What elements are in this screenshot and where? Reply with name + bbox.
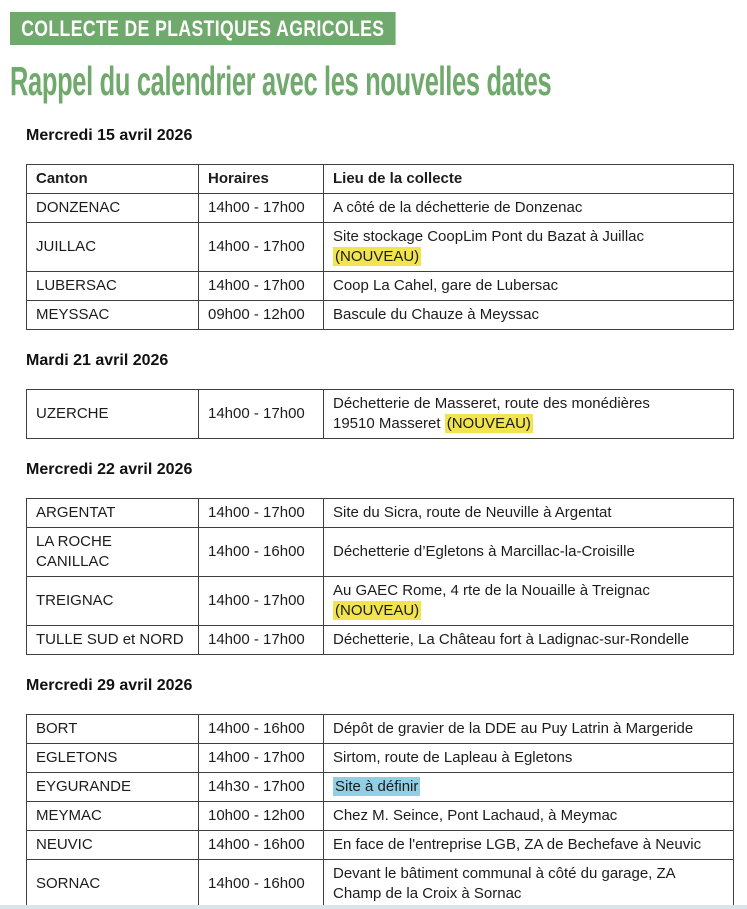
- lieu-cell: [324, 389, 734, 438]
- lieu-line: [333, 581, 724, 601]
- header-badge: [10, 12, 396, 45]
- lieu-cell: [324, 801, 734, 830]
- table-row: [27, 389, 734, 438]
- lieu-line: [333, 542, 724, 562]
- lieu-cell: [324, 300, 734, 329]
- lieu-cell: [324, 859, 734, 908]
- lieu-cell: [324, 193, 734, 222]
- section-date: Mardi 21 avril 2026: [26, 351, 169, 369]
- canton-cell: TREIGNAC: [27, 576, 199, 625]
- lieu-line: [333, 198, 724, 218]
- table-row: [27, 498, 734, 527]
- highlight-blue: Site à définir: [335, 777, 419, 795]
- highlight-yellow: (NOUVEAU): [335, 601, 420, 619]
- lieu-cell: [324, 576, 734, 625]
- table-row: [27, 801, 734, 830]
- highlight-yellow: (NOUVEAU): [335, 247, 420, 265]
- lieu-text: Coop La Cahel, gare de Lubersac: [333, 276, 559, 294]
- column-header: Horaires: [199, 164, 324, 193]
- sections-container: [26, 127, 735, 909]
- horaires-cell: 14h00 - 17h00: [199, 222, 324, 271]
- lieu-cell: [324, 743, 734, 772]
- horaires-cell: 14h00 - 16h00: [199, 527, 324, 576]
- header-badge-label: COLLECTE DE PLASTIQUES AGRICOLES: [21, 16, 385, 41]
- lieu-line: [333, 414, 724, 434]
- lieu-text: Déchetterie de Masseret, route des monédières: [333, 394, 650, 412]
- lieu-line: [333, 503, 724, 523]
- horaires-cell: 14h00 - 16h00: [199, 859, 324, 908]
- lieu-text: Sirtom, route de Lapleau à Egletons: [333, 748, 573, 766]
- lieu-line: [333, 276, 724, 296]
- canton-cell: LUBERSAC: [27, 271, 199, 300]
- collection-table: [26, 714, 734, 909]
- canton-cell: LA ROCHE CANILLAC: [27, 527, 199, 576]
- collection-section: [26, 352, 735, 439]
- lieu-cell: [324, 772, 734, 801]
- horaires-cell: 14h00 - 17h00: [199, 193, 324, 222]
- lieu-line: [333, 247, 724, 267]
- lieu-cell: [324, 830, 734, 859]
- lieu-text: Déchetterie d’Egletons à Marcillac-la-Croisille: [333, 542, 635, 560]
- column-header: Lieu de la collecte: [324, 164, 734, 193]
- horaires-cell: 14h00 - 16h00: [199, 714, 324, 743]
- table-row: [27, 772, 734, 801]
- canton-cell: NEUVIC: [27, 830, 199, 859]
- lieu-text: Devant le bâtiment communal à côté du garage, ZA: [333, 864, 676, 882]
- lieu-cell: [324, 222, 734, 271]
- lieu-cell: [324, 271, 734, 300]
- horaires-cell: 10h00 - 12h00: [199, 801, 324, 830]
- lieu-cell: [324, 498, 734, 527]
- canton-cell: ARGENTAT: [27, 498, 199, 527]
- section-date: Mercredi 22 avril 2026: [26, 460, 193, 478]
- lieu-line: [333, 227, 724, 247]
- page-title: Rappel du calendrier avec les nouvelles dates: [10, 58, 552, 104]
- lieu-line: [333, 719, 724, 739]
- lieu-text: Déchetterie, La Château fort à Ladignac-sur-Rondelle: [333, 630, 690, 648]
- table-row: [27, 859, 734, 908]
- lieu-line: [333, 806, 724, 826]
- table-row: [27, 625, 734, 654]
- horaires-cell: 14h00 - 17h00: [199, 498, 324, 527]
- lieu-text: Site du Sicra, route de Neuville à Argentat: [333, 503, 612, 521]
- canton-cell: DONZENAC: [27, 193, 199, 222]
- section-date: Mercredi 15 avril 2026: [26, 126, 193, 144]
- canton-cell: SORNAC: [27, 859, 199, 908]
- lieu-text: Champ de la Croix à Sornac: [333, 884, 522, 902]
- collection-section: [26, 127, 735, 330]
- horaires-cell: 14h00 - 17h00: [199, 625, 324, 654]
- collection-table: [26, 498, 734, 655]
- collection-section: [26, 677, 735, 909]
- canton-cell: EYGURANDE: [27, 772, 199, 801]
- horaires-cell: 14h00 - 17h00: [199, 389, 324, 438]
- canton-cell: MEYMAC: [27, 801, 199, 830]
- section-date: Mercredi 29 avril 2026: [26, 676, 193, 694]
- column-header: Canton: [27, 164, 199, 193]
- table-row: [27, 222, 734, 271]
- lieu-cell: [324, 527, 734, 576]
- table-row: [27, 271, 734, 300]
- highlight-yellow: (NOUVEAU): [446, 414, 531, 432]
- lieu-line: [333, 884, 724, 904]
- lieu-text: Chez M. Seince, Pont Lachaud, à Meymac: [333, 806, 618, 824]
- table-row: [27, 300, 734, 329]
- bottom-edge-strip: [0, 905, 747, 909]
- horaires-cell: 09h00 - 12h00: [199, 300, 324, 329]
- table-header-row: [27, 164, 734, 193]
- lieu-text: Site stockage CoopLim Pont du Bazat à Juillac: [333, 227, 645, 245]
- canton-cell: EGLETONS: [27, 743, 199, 772]
- table-row: [27, 576, 734, 625]
- lieu-line: [333, 305, 724, 325]
- lieu-cell: [324, 625, 734, 654]
- lieu-line: [333, 777, 724, 797]
- horaires-cell: 14h00 - 16h00: [199, 830, 324, 859]
- collection-table: [26, 389, 734, 439]
- collection-section: [26, 461, 735, 655]
- canton-cell: TULLE SUD et NORD: [27, 625, 199, 654]
- lieu-text: 19510 Masseret: [333, 414, 445, 432]
- collection-table: [26, 164, 734, 330]
- table-row: [27, 527, 734, 576]
- table-row: [27, 714, 734, 743]
- lieu-line: [333, 394, 724, 414]
- lieu-text: A côté de la déchetterie de Donzenac: [333, 198, 583, 216]
- horaires-cell: 14h00 - 17h00: [199, 271, 324, 300]
- horaires-cell: 14h00 - 17h00: [199, 743, 324, 772]
- lieu-line: [333, 630, 724, 650]
- canton-cell: MEYSSAC: [27, 300, 199, 329]
- canton-cell: UZERCHE: [27, 389, 199, 438]
- table-row: [27, 743, 734, 772]
- lieu-text: Dépôt de gravier de la DDE au Puy Latrin à Margeride: [333, 719, 694, 737]
- lieu-text: Bascule du Chauze à Meyssac: [333, 305, 539, 323]
- horaires-cell: 14h30 - 17h00: [199, 772, 324, 801]
- lieu-line: [333, 601, 724, 621]
- lieu-text: En face de l'entreprise LGB, ZA de Bechefave à Neuvic: [333, 835, 702, 853]
- lieu-line: [333, 864, 724, 884]
- lieu-line: [333, 748, 724, 768]
- lieu-text: Au GAEC Rome, 4 rte de la Nouaille à Treignac: [333, 581, 650, 599]
- canton-cell: JUILLAC: [27, 222, 199, 271]
- horaires-cell: 14h00 - 17h00: [199, 576, 324, 625]
- canton-cell: BORT: [27, 714, 199, 743]
- lieu-line: [333, 835, 724, 855]
- table-row: [27, 830, 734, 859]
- lieu-cell: [324, 714, 734, 743]
- table-row: [27, 193, 734, 222]
